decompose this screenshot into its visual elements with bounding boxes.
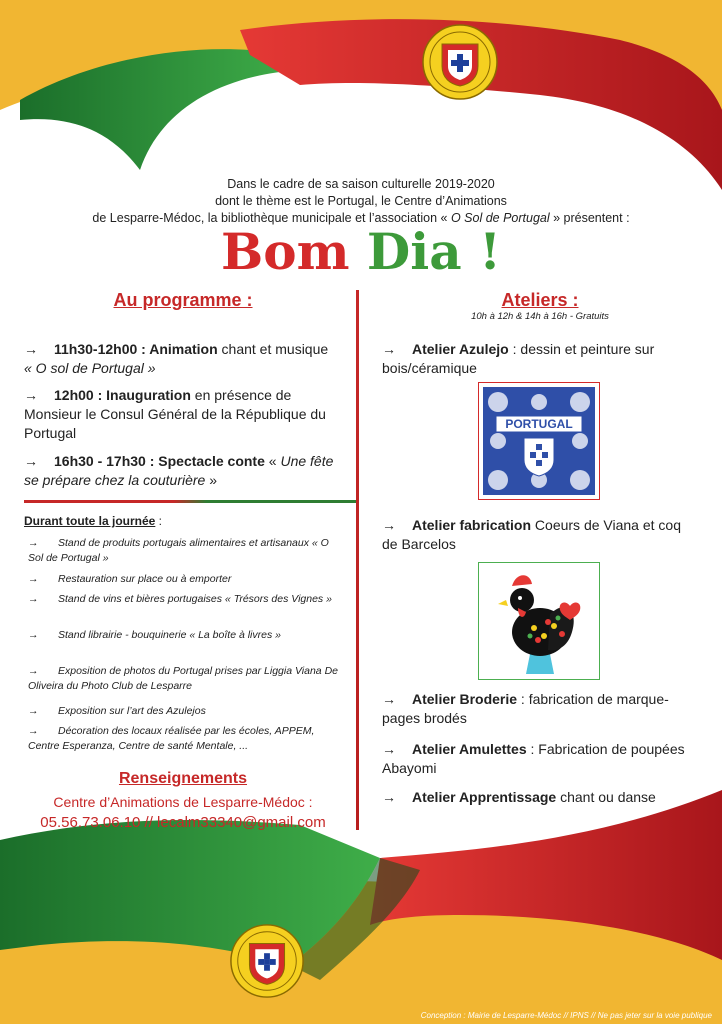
programme-item-2 <box>24 386 342 443</box>
day-heading-label: Durant toute la journée <box>24 514 156 528</box>
programme-heading: Au programme : <box>113 290 253 310</box>
day-heading-colon: : <box>155 514 163 528</box>
arrow-icon: → <box>382 341 396 357</box>
atelier-item-2-bold: Atelier fabrication <box>412 517 532 533</box>
ateliers-heading: Ateliers : <box>501 290 579 310</box>
section-divider-horizontal <box>24 500 356 503</box>
day-item-1-text: Stand de produits portugais alimentaires et artisanaux « O Sol de Portugal » <box>28 537 329 564</box>
day-item-7 <box>28 724 344 754</box>
arrow-icon: → <box>28 537 39 549</box>
azulejo-photo <box>478 382 600 500</box>
day-item-4-text: Stand librairie - bouquinerie « La boîte à livres » <box>58 629 281 641</box>
info-address: Centre d’Animations de Lesparre-Médoc : <box>53 794 313 810</box>
day-item-7-text: Décoration des locaux réalisée par les écoles, APPEM, Centre Esperanza, Centre de santé Mentale, ... <box>28 725 315 752</box>
atelier-item-1-bold: Atelier Azulejo <box>412 341 509 357</box>
atelier-item-3-bold: Atelier Broderie <box>412 691 518 707</box>
arrow-icon: → <box>382 741 396 757</box>
portugal-emblem-bottom <box>228 922 306 1000</box>
footer-credits: Conception : Mairie de Lesparre-Médoc // IPNS // Ne pas jeter sur la voie publique <box>420 1011 712 1020</box>
programme-item-3 <box>24 452 342 490</box>
programme-item-1-italic: « O sol de Portugal » <box>24 360 156 376</box>
atelier-item-1-rest: : dessin et peinture sur bois/céramique <box>382 341 655 376</box>
title-word-bom: Bom <box>220 222 350 281</box>
day-item-5-text: Exposition de photos du Portugal prises par Liggia Viana De Oliveira du Photo Club de Lesparre <box>28 665 338 692</box>
atelier-item-4-rest: : Fabrication de poupées Abayomi <box>382 741 685 776</box>
day-item-2-text: Restauration sur place ou à emporter <box>58 573 232 585</box>
atelier-item-3-rest: : fabrication de marque-pages brodés <box>382 691 669 726</box>
association-name: O Sol de Portugal <box>450 211 550 225</box>
rooster-photo <box>478 562 600 680</box>
intro-line-3c: » présentent : <box>549 211 630 225</box>
arrow-icon: → <box>24 341 38 357</box>
atelier-item-1 <box>382 340 698 378</box>
atelier-item-5 <box>382 788 698 807</box>
intro-line-3a: de Lesparre-Médoc, la bibliothèque municipale et l’association « <box>92 211 451 225</box>
atelier-item-2-rest: Coeurs de Viana et coq de Barcelos <box>382 517 681 552</box>
title-word-dia: Dia ! <box>366 222 502 281</box>
programme-item-3-tail: » <box>205 472 218 488</box>
atelier-item-2 <box>382 516 698 554</box>
arrow-icon: → <box>28 593 39 605</box>
programme-item-3-rest: « <box>264 453 281 469</box>
day-item-6-text: Exposition sur l’art des Azulejos <box>58 705 206 717</box>
arrow-icon: → <box>382 691 396 707</box>
info-contact[interactable]: 05.56.73.06.10 // lecalm33340@gmail.com <box>40 814 326 831</box>
intro-text <box>0 176 722 227</box>
azulejo-label: PORTUGAL <box>505 417 573 431</box>
arrow-icon: → <box>28 629 39 641</box>
programme-item-3-italic: Une fête se prépare chez la couturière <box>24 453 334 488</box>
day-item-1 <box>28 536 344 566</box>
programme-item-1 <box>24 340 342 378</box>
page-title <box>0 222 722 282</box>
arrow-icon: → <box>28 725 39 737</box>
arrow-icon: → <box>24 453 38 469</box>
arrow-icon: → <box>24 387 38 403</box>
day-item-2 <box>28 572 344 587</box>
programme-item-2-bold: 12h00 : Inauguration <box>54 387 191 403</box>
day-heading <box>24 514 162 528</box>
programme-item-1-rest: chant et musique <box>217 341 329 357</box>
programme-item-1-bold: 11h30-12h00 : Animation <box>54 341 218 357</box>
atelier-item-4-bold: Atelier Amulettes <box>412 741 527 757</box>
day-item-3 <box>28 592 344 607</box>
day-item-4 <box>28 628 344 643</box>
portugal-emblem-top <box>420 22 500 102</box>
day-item-6 <box>28 704 344 719</box>
intro-line-2: dont le thème est le Portugal, le Centre d’Animations <box>215 194 507 208</box>
arrow-icon: → <box>28 665 39 677</box>
ateliers-subheading: 10h à 12h & 14h à 16h - Gratuits <box>471 311 609 322</box>
programme-item-3-bold: 16h30 - 17h30 : Spectacle conte <box>54 453 265 469</box>
day-item-5 <box>28 664 344 694</box>
atelier-item-5-bold: Atelier Apprentissage <box>412 789 557 805</box>
programme-item-2-rest: en présence de Monsieur le Consul Général de la République du Portugal <box>24 387 326 441</box>
section-divider-vertical <box>356 290 359 830</box>
day-item-3-text: Stand de vins et bières portugaises « Trésors des Vignes » <box>58 593 332 605</box>
intro-line-1: Dans le cadre de sa saison culturelle 2019-2020 <box>227 177 495 191</box>
atelier-item-5-rest: chant ou danse <box>556 789 656 805</box>
info-heading: Renseignements <box>118 770 248 787</box>
arrow-icon: → <box>28 573 39 585</box>
atelier-item-3 <box>382 690 698 728</box>
arrow-icon: → <box>382 517 396 533</box>
arrow-icon: → <box>382 789 396 805</box>
arrow-icon: → <box>28 705 39 717</box>
atelier-item-4 <box>382 740 698 778</box>
